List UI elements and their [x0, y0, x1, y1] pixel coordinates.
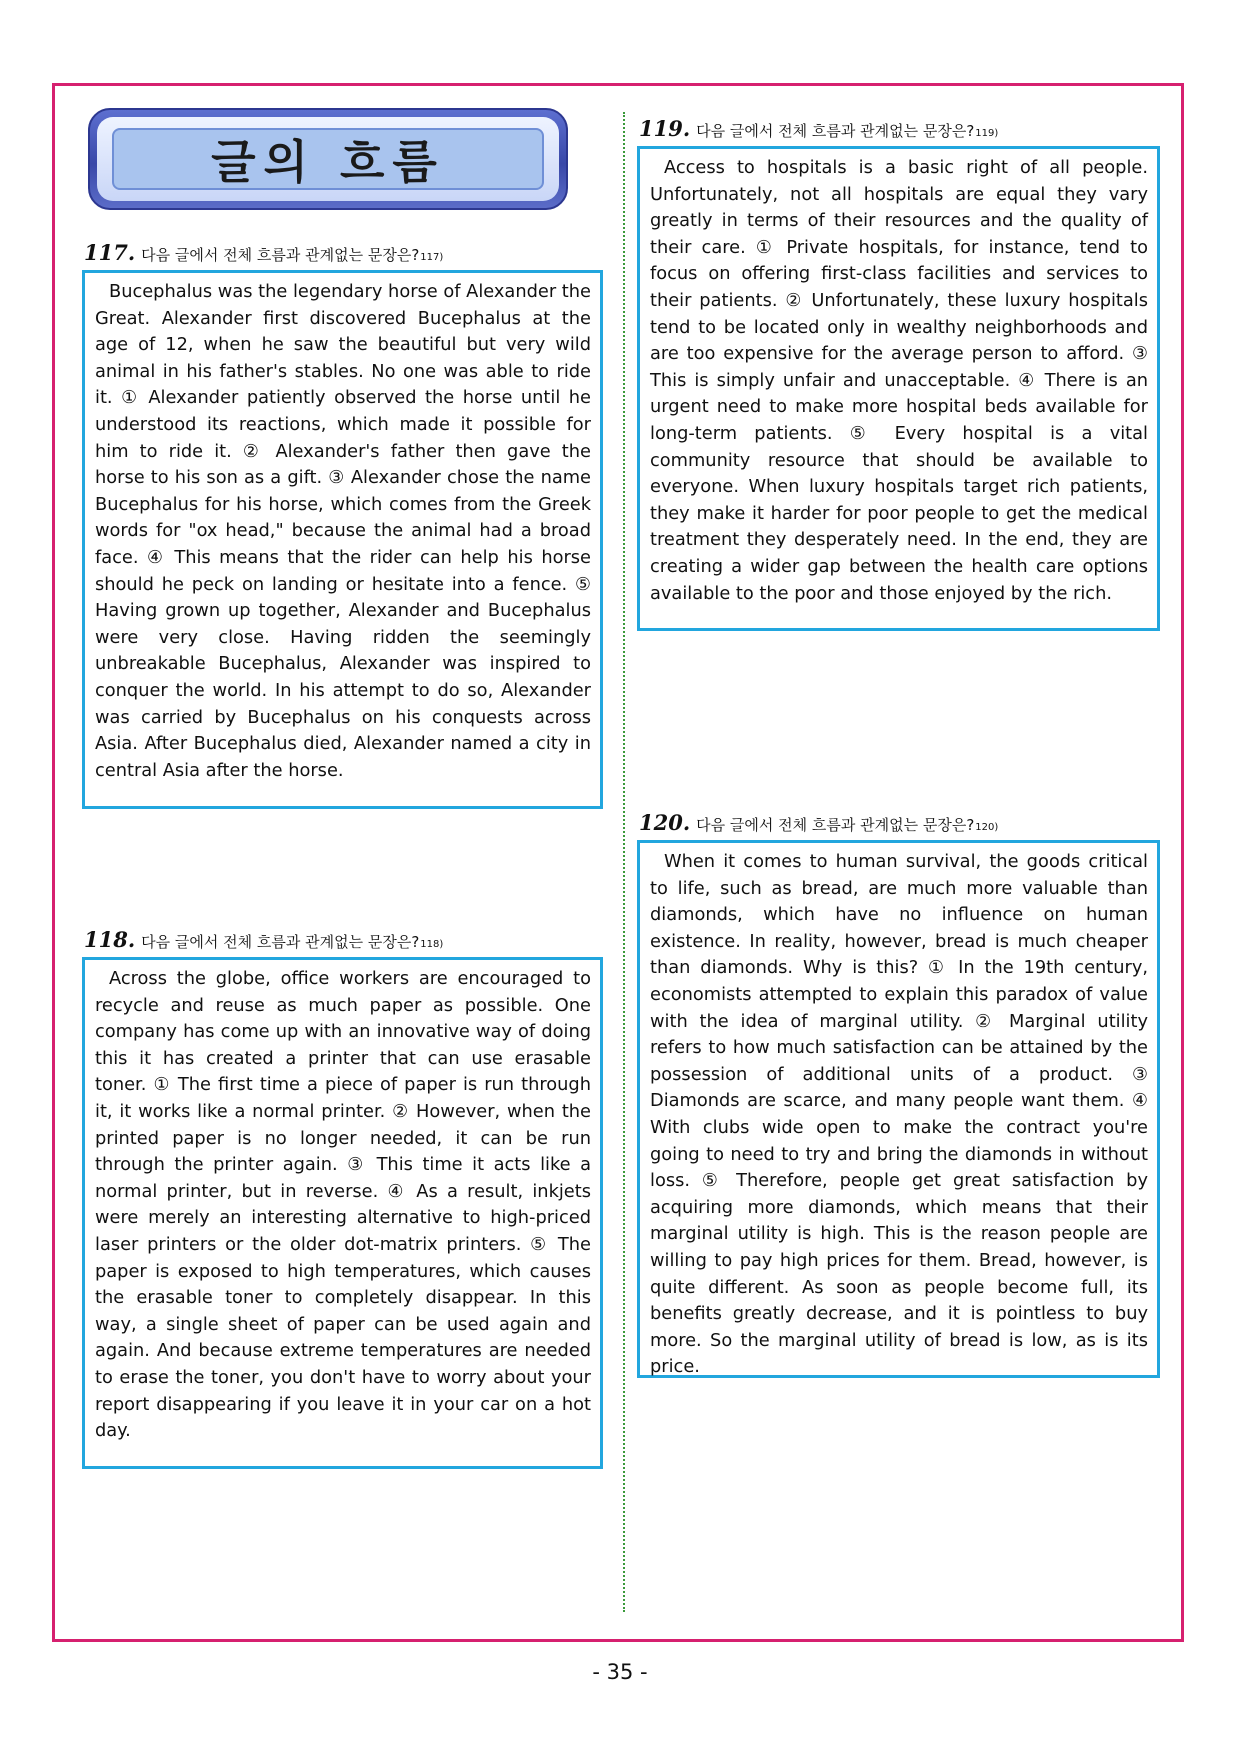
- question-number: 118.: [84, 927, 136, 952]
- question-118-header: [84, 927, 443, 952]
- section-title-banner: [88, 108, 568, 210]
- question-prompt: 다음 글에서 전체 흐름과 관계없는 문장은?: [696, 122, 975, 140]
- question-120-passage-box: [637, 840, 1160, 1378]
- question-number: 119.: [639, 116, 691, 141]
- question-117-passage-box: [82, 270, 603, 809]
- question-number: 120.: [639, 810, 691, 835]
- question-118-passage-box: [82, 957, 603, 1469]
- page-number: - 35 -: [592, 1660, 648, 1684]
- question-prompt: 다음 글에서 전체 흐름과 관계없는 문장은?: [141, 246, 420, 264]
- question-footnote: 119): [975, 128, 999, 139]
- passage-text: When it comes to human survival, the goods critical to life, such as bread, are much more valuable than diamonds, which have no influence on human existence. In reality, however, bread is much cheaper than diamonds. Why is this? ① In the 19th century, economists attempted to explain this paradox of value with the idea of marginal utility. ② Marginal utility refers to how much satisfaction can be attained by the possession of additional units of a product. ③ Diamonds are scarce, and many people want them. ④ With clubs wide open to make the contract you're going to need to try and bring the diamonds in without loss. ⑤ Therefore, people get great satisfaction by acquiring more diamonds, which means that their marginal utility is high. This is the reason people are willing to pay high prices for them. Bread, however, is quite different. As soon as people become full, its benefits greatly decrease, and it is pointless to buy more. So the marginal utility of bread is low, as is its price.: [650, 851, 1148, 1378]
- question-120-header: [639, 810, 998, 835]
- question-117-header: [84, 240, 443, 265]
- question-footnote: 120): [975, 822, 999, 833]
- passage-text: Bucephalus was the legendary horse of Alexander the Great. Alexander first discovered Bucephalus at the age of 12, when he saw the beautiful but very wild animal in his father's stables. No one was able to ride it. ① Alexander patiently observed the horse until he understood its reactions, which made it possible for him to ride it. ② Alexander's father then gave the horse to his son as a gift. ③ Alexander chose the name Bucephalus for his horse, which comes from the Greek words for "ox head," because the animal had a broad face. ④ This means that the rider can help his horse should he peck on landing or hesitate into a fence. ⑤ Having grown up together, Alexander and Bucephalus were very close. Having ridden the seemingly unbreakable Bucephalus, Alexander was inspired to conquer the world. In his attempt to do so, Alexander was carried by Bucephalus on his conquests across Asia. After Bucephalus died, Alexander named a city in central Asia after the horse.: [95, 281, 591, 781]
- question-footnote: 117): [420, 252, 444, 263]
- question-119-passage-box: [637, 146, 1160, 631]
- passage-text: Across the globe, office workers are encouraged to recycle and reuse as much paper as possible. One company has come up with an innovative way of doing this it has created a printer that can use erasable toner. ① The first time a piece of paper is run through it, it works like a normal printer. ② However, when the printed paper is no longer needed, it can be run through the printer again. ③ This time it acts like a normal printer, but in reverse. ④ As a result, inkjets were merely an interesting alternative to high-priced laser printers or the older dot-matrix printers. ⑤ The paper is exposed to high temperatures, which causes the erasable toner to completely disappear. In this way, a single sheet of paper can be used again and again. And because extreme temperatures are needed to erase the toner, you don't have to worry about your report disappearing if you leave it in your car on a hot day.: [95, 968, 591, 1442]
- question-number: 117.: [84, 240, 136, 265]
- question-prompt: 다음 글에서 전체 흐름과 관계없는 문장은?: [141, 933, 420, 951]
- column-divider: [623, 112, 625, 1612]
- question-119-header: [639, 116, 998, 141]
- passage-text: Access to hospitals is a basic right of all people. Unfortunately, not all hospitals are equal they vary greatly in terms of their resources and the quality of their care. ① Private hospitals, for instance, tend to focus on offering first-class facilities and services to their patients. ② Unfortunately, these luxury hospitals tend to be located only in wealthy neighborhoods and are too expensive for the average person to afford. ③ This is simply unfair and unacceptable. ④ There is an urgent need to make more hospital beds available for long-term patients. ⑤ Every hospital is a vital community resource that should be available to everyone. When luxury hospitals target rich patients, they make it harder for poor people to get the medical treatment they desperately need. In the end, they are creating a wider gap between the health care options available to the poor and those enjoyed by the rich.: [650, 157, 1148, 604]
- question-footnote: 118): [420, 939, 444, 950]
- banner-inner: [112, 128, 544, 190]
- question-prompt: 다음 글에서 전체 흐름과 관계없는 문장은?: [696, 816, 975, 834]
- section-title: 글의 흐름: [211, 135, 445, 189]
